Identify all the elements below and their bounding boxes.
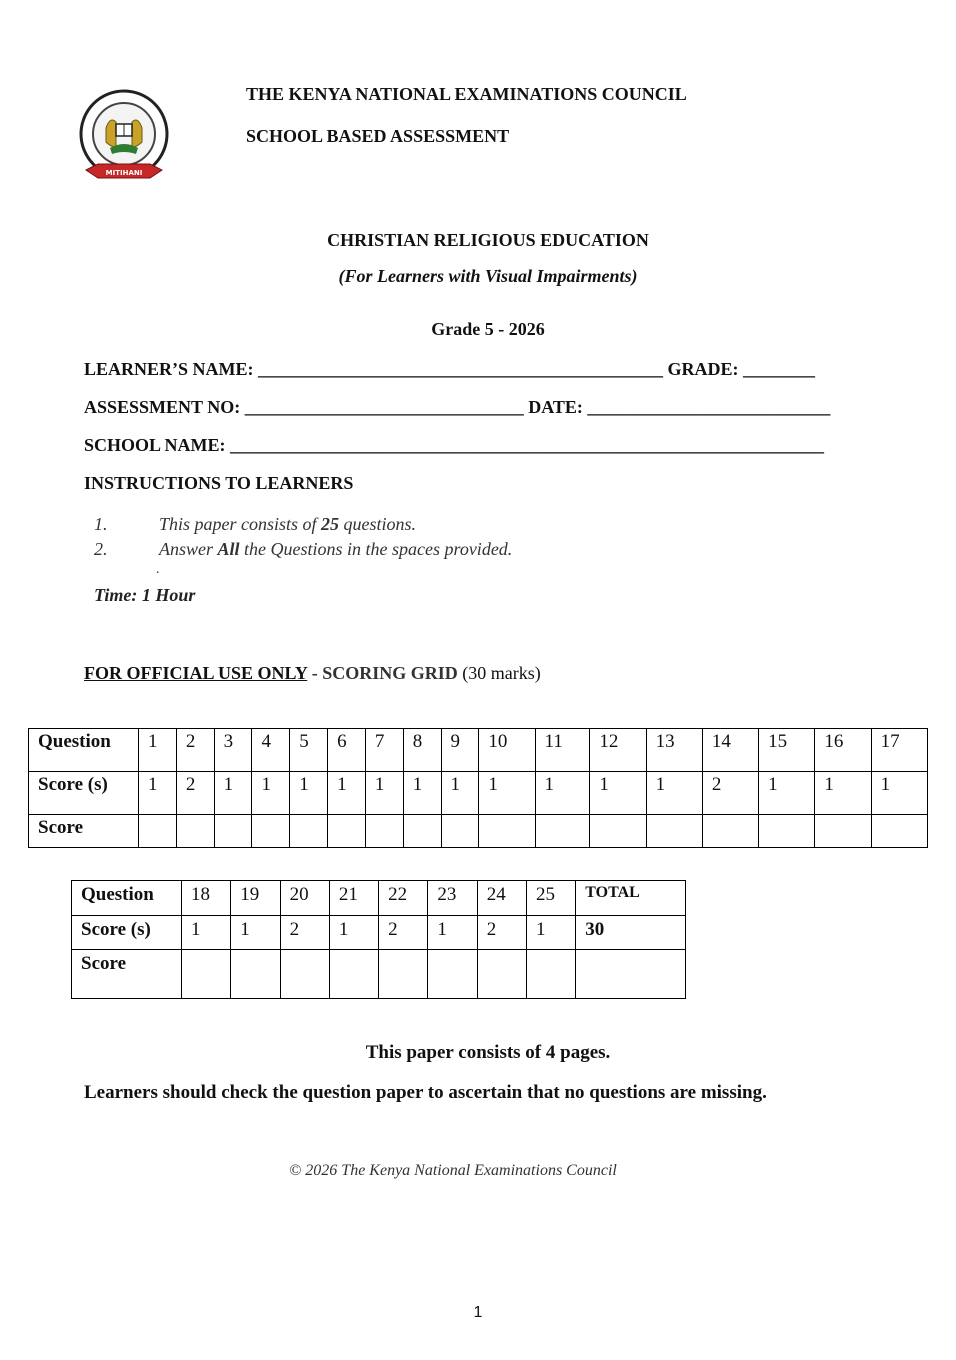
question-cell: 22 <box>379 881 428 916</box>
question-cell: 8 <box>403 729 441 772</box>
max-score-cell: 1 <box>403 772 441 815</box>
instruction-2 <box>0 539 956 563</box>
question-cell: 7 <box>365 729 403 772</box>
score-entry-cell[interactable] <box>329 950 378 999</box>
date-label: DATE: <box>528 397 583 417</box>
max-score-cell: 1 <box>231 916 280 950</box>
question-cell: 12 <box>590 729 646 772</box>
score-entry-cell[interactable] <box>535 815 590 848</box>
score-entry-cell[interactable] <box>871 815 927 848</box>
max-score-cell: 1 <box>535 772 590 815</box>
question-cell: 17 <box>871 729 927 772</box>
max-score-row <box>72 916 686 950</box>
max-score-cell: 1 <box>441 772 479 815</box>
council-name: THE KENYA NATIONAL EXAMINATIONS COUNCIL <box>246 84 687 104</box>
max-score-cell: 2 <box>702 772 758 815</box>
total-header-cell: TOTAL <box>576 881 686 916</box>
question-cell: 2 <box>176 729 214 772</box>
date-line[interactable]: ___________________________ <box>587 397 831 417</box>
max-score-cell: 1 <box>182 916 231 950</box>
score-entry-cell[interactable] <box>441 815 479 848</box>
instruction-text-bold: 25 <box>321 514 340 534</box>
question-cell: 16 <box>815 729 871 772</box>
total-entry-cell[interactable] <box>576 950 686 999</box>
max-score-cell: 2 <box>280 916 329 950</box>
instruction-text-bold: All <box>217 539 240 559</box>
official-use-label: FOR OFFICIAL USE ONLY <box>84 663 308 683</box>
row-label: Score (s) <box>72 916 182 950</box>
score-entry-cell[interactable] <box>379 950 428 999</box>
instruction-text-pre: Answer <box>159 539 218 559</box>
score-entry-cell[interactable] <box>479 815 535 848</box>
subject-subtitle: (For Learners with Visual Impairments) <box>338 266 638 286</box>
question-cell: 10 <box>479 729 535 772</box>
question-cell: 13 <box>646 729 702 772</box>
max-score-cell: 2 <box>477 916 526 950</box>
assessment-type: SCHOOL BASED ASSESSMENT <box>246 126 510 146</box>
score-entry-cell[interactable] <box>815 815 871 848</box>
question-cell: 5 <box>290 729 328 772</box>
instruction-1 <box>0 514 956 538</box>
scoring-grid-1 <box>28 728 928 848</box>
school-name-label: SCHOOL NAME: <box>84 435 226 455</box>
score-entry-cell[interactable] <box>526 950 575 999</box>
max-score-cell: 1 <box>646 772 702 815</box>
page-count-note: This paper consists of 4 pages. <box>365 1042 611 1063</box>
question-cell: 23 <box>428 881 477 916</box>
instructions-heading: INSTRUCTIONS TO LEARNERS <box>84 473 354 493</box>
score-entry-cell[interactable] <box>702 815 758 848</box>
question-cell: 3 <box>214 729 252 772</box>
scoring-grid-label: - SCORING GRID <box>307 663 463 683</box>
max-score-cell: 1 <box>759 772 815 815</box>
question-row <box>72 881 686 916</box>
row-label: Score <box>29 815 139 848</box>
max-score-cell: 2 <box>379 916 428 950</box>
learner-name-line[interactable]: _____________________________________________ <box>258 359 664 379</box>
score-row <box>29 815 928 848</box>
grade-year: Grade 5 - 2026 <box>431 319 545 339</box>
question-cell: 21 <box>329 881 378 916</box>
max-score-cell: 1 <box>526 916 575 950</box>
max-score-cell: 1 <box>328 772 366 815</box>
subject-title: CHRISTIAN RELIGIOUS EDUCATION <box>327 230 649 250</box>
assessment-no-row <box>84 397 830 418</box>
score-entry-cell[interactable] <box>176 815 214 848</box>
score-entry-cell[interactable] <box>182 950 231 999</box>
max-score-cell: 1 <box>329 916 378 950</box>
question-cell: 19 <box>231 881 280 916</box>
question-cell: 25 <box>526 881 575 916</box>
knec-logo <box>76 86 172 194</box>
row-label: Question <box>29 729 139 772</box>
score-entry-cell[interactable] <box>590 815 646 848</box>
max-score-cell: 2 <box>176 772 214 815</box>
max-score-cell: 1 <box>290 772 328 815</box>
score-entry-cell[interactable] <box>252 815 290 848</box>
official-use-heading <box>84 663 541 684</box>
learner-name-row <box>84 359 815 380</box>
total-value-cell: 30 <box>576 916 686 950</box>
score-entry-cell[interactable] <box>365 815 403 848</box>
instruction-text-pre: This paper consists of <box>159 514 322 534</box>
score-entry-cell[interactable] <box>646 815 702 848</box>
assessment-no-label: ASSESSMENT NO: <box>84 397 241 417</box>
page-number: 1 <box>473 1304 483 1321</box>
total-marks: (30 marks) <box>462 663 541 683</box>
max-score-cell: 1 <box>590 772 646 815</box>
svg-text:MITIHANI: MITIHANI <box>105 169 143 177</box>
score-entry-cell[interactable] <box>280 950 329 999</box>
instruction-dot: . <box>156 562 160 577</box>
score-entry-cell[interactable] <box>290 815 328 848</box>
school-name-line[interactable]: __________________________________________________________________ <box>230 435 825 455</box>
score-entry-cell[interactable] <box>759 815 815 848</box>
score-entry-cell[interactable] <box>214 815 252 848</box>
assessment-no-line[interactable]: _______________________________ <box>244 397 524 417</box>
grade-line[interactable]: ________ <box>743 359 816 379</box>
school-name-row <box>84 435 824 456</box>
max-score-cell: 1 <box>139 772 177 815</box>
question-cell: 20 <box>280 881 329 916</box>
question-cell: 15 <box>759 729 815 772</box>
question-cell: 14 <box>702 729 758 772</box>
score-entry-cell[interactable] <box>428 950 477 999</box>
question-row <box>29 729 928 772</box>
instruction-number: 2. <box>94 539 108 559</box>
score-entry-cell[interactable] <box>403 815 441 848</box>
question-cell: 18 <box>182 881 231 916</box>
max-score-cell: 1 <box>365 772 403 815</box>
copyright: © 2026 The Kenya National Examinations Council <box>289 1162 617 1179</box>
instruction-number: 1. <box>94 514 108 534</box>
question-cell: 1 <box>139 729 177 772</box>
max-score-cell: 1 <box>428 916 477 950</box>
row-label: Question <box>72 881 182 916</box>
learner-name-label: LEARNER’S NAME: <box>84 359 254 379</box>
score-entry-cell[interactable] <box>139 815 177 848</box>
score-row <box>72 950 686 999</box>
max-score-cell: 1 <box>252 772 290 815</box>
question-cell: 4 <box>252 729 290 772</box>
score-entry-cell[interactable] <box>328 815 366 848</box>
instruction-text <box>159 514 416 535</box>
time-allowed: Time: 1 Hour <box>94 585 196 605</box>
instruction-text-post: questions. <box>339 514 417 534</box>
question-cell: 24 <box>477 881 526 916</box>
question-cell: 9 <box>441 729 479 772</box>
question-cell: 6 <box>328 729 366 772</box>
question-cell: 11 <box>535 729 590 772</box>
max-score-cell: 1 <box>815 772 871 815</box>
row-label: Score <box>72 950 182 999</box>
max-score-cell: 1 <box>871 772 927 815</box>
max-score-cell: 1 <box>214 772 252 815</box>
instruction-text <box>159 539 512 560</box>
scoring-grid-2 <box>71 880 686 999</box>
score-entry-cell[interactable] <box>231 950 280 999</box>
max-score-cell: 1 <box>479 772 535 815</box>
max-score-row <box>29 772 928 815</box>
row-label: Score (s) <box>29 772 139 815</box>
grade-label: GRADE: <box>667 359 739 379</box>
instruction-text-post: the Questions in the spaces provided. <box>239 539 513 559</box>
check-note: Learners should check the question paper to ascertain that no questions are missing. <box>84 1082 767 1103</box>
score-entry-cell[interactable] <box>477 950 526 999</box>
